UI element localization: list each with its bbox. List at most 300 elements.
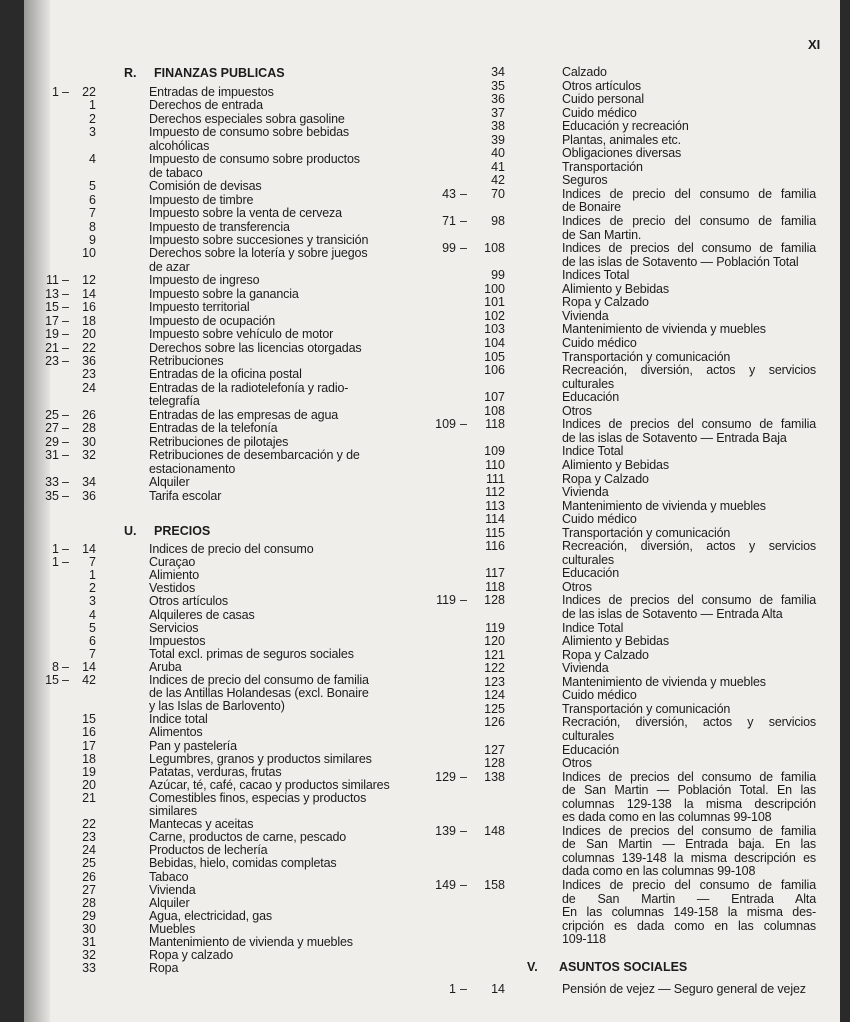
description-line: Alimiento y Bebidas [562, 457, 669, 472]
column-range-end: 36 [82, 488, 96, 503]
column-number-value: 37 [491, 105, 505, 120]
description-line: Alimiento y Bebidas [562, 634, 669, 649]
range-dash: – [62, 340, 69, 355]
description-line: 109-118 [562, 932, 606, 947]
column-number-value: 106 [484, 363, 505, 378]
column-range-end: 12 [82, 273, 96, 288]
description-line: Entradas de impuestos [149, 85, 274, 99]
description-line: Educación [562, 566, 620, 581]
description-line: Otros [562, 579, 592, 594]
column-number-value: 118 [485, 579, 505, 594]
column-number-value: 28 [82, 895, 96, 910]
column-number-value: 109 [484, 444, 505, 459]
description-line: culturales [562, 376, 614, 391]
entry-description [562, 676, 816, 690]
column-number-value: 25 [82, 856, 96, 871]
description-line: estacionamento [149, 461, 236, 476]
description-line: de azar [149, 259, 190, 274]
description-line: Impuesto de ingreso [149, 273, 260, 288]
description-line: Mantenimiento de vivienda y muebles [562, 674, 766, 689]
description-line: Productos de lechería [149, 843, 268, 858]
column-range-start: 149 [435, 878, 456, 892]
entry-description [562, 527, 816, 541]
column-range-end: 138 [484, 769, 505, 784]
description-line: Alimiento [149, 568, 200, 583]
column-number-value: 42 [491, 173, 505, 188]
entry-description [562, 66, 816, 80]
column-range-end: 158 [484, 878, 505, 892]
description-line: Servicios [149, 620, 199, 635]
description-line: Indices Total [562, 268, 630, 283]
column-number-value: 22 [82, 817, 96, 832]
range-dash: – [62, 313, 69, 328]
description-line: Impuesto sobre la venta de cerveza [149, 206, 342, 221]
range-dash: – [62, 354, 69, 368]
column-number-value: 117 [485, 566, 505, 581]
description-line: Impuesto de timbre [149, 192, 254, 207]
description-line: de San Martin — Entrada Alta [562, 891, 816, 906]
description-line: de tabaco [149, 165, 203, 180]
entry-description [149, 648, 414, 661]
entry-description [149, 355, 414, 368]
entry-description [149, 113, 414, 126]
column-number-value: 112 [485, 485, 505, 500]
entry-description [562, 703, 816, 717]
description-line: Indices de precio del consumo de familia [562, 186, 816, 201]
entry-description [562, 93, 816, 107]
description-line: Recración, diversión, actos y servicios [562, 715, 816, 730]
entry-description [149, 857, 414, 870]
range-dash: – [62, 286, 69, 301]
column-range-start: 23 [45, 354, 59, 368]
description-line: Total excl. primas de seguros sociales [149, 646, 354, 661]
column-number-value: 9 [89, 232, 96, 247]
description-line: Ropa y Calzado [562, 647, 649, 662]
column-range-start: 15 [45, 673, 59, 687]
column-number-value: 31 [82, 935, 96, 949]
column-number-value: 35 [491, 78, 505, 93]
column-number-value: 20 [82, 777, 96, 792]
range-dash: – [62, 434, 69, 449]
entry-description [562, 147, 816, 161]
entry-description [562, 269, 816, 283]
range-dash: – [62, 659, 69, 674]
column-number-value: 34 [491, 65, 505, 79]
range-dash: – [62, 273, 69, 288]
column-number-value: 38 [491, 119, 505, 134]
column-range-end: 22 [82, 340, 96, 355]
column-number-value: 99 [491, 268, 505, 283]
entry-description [562, 825, 816, 879]
entry-description [562, 567, 816, 581]
entry-description [562, 80, 816, 94]
description-line: Derechos de entrada [149, 98, 263, 113]
description-line: Entradas de la oficina postal [149, 367, 302, 382]
description-line: Educación [562, 390, 620, 405]
entry-description [149, 194, 414, 207]
range-dash: – [460, 769, 467, 784]
description-line: Indices de precios del consumo de familia [562, 241, 816, 256]
column-number-value: 101 [484, 295, 505, 310]
entry-description [149, 766, 414, 779]
entry-description [149, 674, 414, 713]
description-line: Alquileres de casas [149, 607, 255, 622]
section-letter: V. [527, 960, 538, 974]
description-line: Comisión de devisas [149, 179, 262, 194]
description-line: Vivienda [562, 308, 609, 323]
column-range-start: 33 [45, 475, 59, 490]
description-line: Curaçao [149, 555, 196, 570]
entry-description [562, 242, 816, 269]
description-line: de las islas de Sotavento — Entrada Baja [562, 430, 787, 445]
column-range-start: 21 [45, 340, 59, 355]
description-line: Otros [562, 756, 592, 771]
column-range-end: 14 [82, 659, 96, 674]
entry-description [149, 871, 414, 884]
entry-description [149, 910, 414, 923]
column-number-value: 10 [82, 246, 96, 261]
entry-description [562, 744, 816, 758]
entry-description [149, 301, 414, 314]
description-line: Ropa y Calzado [562, 295, 649, 310]
column-number-value: 40 [491, 146, 505, 161]
column-number-value: 24 [82, 843, 96, 858]
entry-description [562, 134, 816, 148]
column-range-end: 32 [82, 448, 96, 463]
column-number-value: 113 [485, 498, 505, 513]
range-dash: – [62, 488, 69, 503]
entry-description [149, 328, 414, 341]
description-line: y las Islas de Barlovento) [149, 699, 285, 714]
column-number-value: 114 [485, 512, 505, 527]
column-range-start: 13 [45, 286, 59, 301]
entry-description [562, 391, 816, 405]
description-line: Aruba [149, 659, 182, 674]
description-line: Comestibles finos, especias y productos [149, 790, 367, 805]
description-line: Indices de precio del consumo de familia [562, 214, 816, 229]
entry-description [562, 120, 816, 134]
column-number-value: 26 [82, 869, 96, 884]
range-dash: – [62, 673, 69, 687]
description-line: Indice Total [562, 444, 624, 459]
column-range-end: 16 [82, 300, 96, 315]
column-range-start: 99 [442, 241, 456, 256]
description-line: Indices de precio del consumo de familia [562, 878, 816, 892]
entry-description [149, 897, 414, 910]
column-range-end: 34 [82, 475, 96, 490]
description-line: Educación y recreación [562, 119, 689, 134]
column-range-end: 20 [82, 327, 96, 342]
range-dash: – [62, 542, 69, 556]
range-dash: – [62, 85, 69, 99]
column-number-value: 104 [484, 336, 505, 350]
column-range-start: 8 [52, 659, 59, 674]
range-dash: – [460, 214, 467, 229]
description-line: columnas 139-148 la misma descripción es [562, 850, 816, 865]
description-line: culturales [562, 728, 614, 743]
entry-description [562, 540, 816, 567]
section-heading [0, 960, 850, 974]
column-number-value: 121 [484, 647, 505, 662]
description-line: Alimentos [149, 725, 203, 740]
column-number-value: 7 [89, 206, 96, 221]
description-line: Derechos sobre las licencias otorgadas [149, 340, 362, 355]
description-line: Mantecas y aceitas [149, 817, 254, 832]
column-number-value: 17 [82, 738, 96, 753]
entry-description [149, 635, 414, 648]
entry-description [562, 500, 816, 514]
column-number-value: 30 [82, 921, 96, 936]
description-line: Impuesto de ocupación [149, 313, 276, 328]
entry-description [562, 983, 816, 996]
column-range-end: 148 [484, 823, 505, 838]
description-line: Entradas de las empresas de agua [149, 407, 339, 422]
description-line: Alquiler [149, 895, 190, 910]
column-number-value: 3 [89, 594, 96, 609]
column-range-start: 19 [45, 327, 59, 342]
entry-description [149, 740, 414, 753]
section-title: FINANZAS PUBLICAS [154, 66, 285, 80]
entry-description [149, 726, 414, 739]
column-number-value: 116 [485, 539, 505, 554]
description-line: Mantenimiento de vivienda y muebles [562, 498, 766, 513]
column-number-value: 36 [491, 92, 505, 107]
entry-description [149, 221, 414, 234]
column-number-value: 41 [491, 159, 505, 174]
description-line: Impuesto territorial [149, 300, 250, 315]
entry-description [149, 274, 414, 287]
description-line: Retribuciones de pilotajes [149, 434, 289, 449]
description-line: Retribuciones de desembarcación y de [149, 448, 360, 463]
entry-description [149, 595, 414, 608]
column-number-value: 107 [484, 390, 505, 405]
entry-description [149, 288, 414, 301]
section-title: PRECIOS [154, 524, 211, 538]
entry-description [562, 879, 816, 947]
column-number-value: 15 [82, 712, 96, 727]
column-range-end: 14 [82, 542, 96, 556]
column-range-start: 11 [46, 273, 59, 288]
range-dash: – [460, 241, 467, 256]
entry-description [149, 247, 414, 274]
description-line: Recreación, diversión, actos y servicios [562, 363, 816, 378]
entry-description [149, 153, 414, 180]
column-range-end: 36 [82, 354, 96, 368]
description-line: Indice total [149, 712, 208, 727]
entry-description [149, 779, 414, 792]
description-line: Mantenimiento de vivienda y muebles [562, 322, 766, 337]
entry-description [562, 716, 816, 743]
description-line: Indices de precios del consumo de familia [562, 769, 816, 784]
book-spine-shadow [24, 0, 50, 1022]
column-number-value: 122 [484, 661, 505, 676]
range-dash: – [460, 982, 467, 996]
column-range-end: 108 [484, 241, 505, 256]
description-line: Otros artículos [562, 78, 642, 93]
entry-description [149, 609, 414, 622]
description-line: Indice Total [562, 620, 624, 635]
column-number-value: 4 [89, 152, 96, 167]
entry-description [562, 215, 816, 242]
column-range-end: 22 [82, 85, 96, 99]
description-line: Tabaco [149, 869, 189, 884]
column-range-start: 15 [45, 300, 59, 315]
description-line: Carne, productos de carne, pescado [149, 830, 347, 845]
column-number-value: 29 [82, 908, 96, 923]
entry-description [562, 757, 816, 771]
column-range-end: 18 [82, 313, 96, 328]
description-line: Otros artículos [149, 594, 229, 609]
description-line: Indices de precio del consumo [149, 542, 314, 556]
description-line: Impuesto sobre la ganancia [149, 286, 299, 301]
description-line: Vestidos [149, 581, 196, 596]
column-range-start: 17 [45, 313, 59, 328]
description-line: Calzado [562, 65, 607, 79]
description-line: es dada como en las columnas 99-108 [562, 810, 772, 825]
entry-description [149, 234, 414, 247]
column-range-start: 25 [45, 407, 59, 422]
column-range-start: 1 [449, 982, 456, 996]
column-range-end: 26 [82, 407, 96, 422]
column-number-value: 7 [89, 646, 96, 661]
column-range-end: 30 [82, 434, 96, 449]
description-line: Impuesto sobre vehículo de motor [149, 327, 334, 342]
entry-description [562, 310, 816, 324]
entry-description [149, 409, 414, 422]
entry-description [149, 315, 414, 328]
entry-description [562, 174, 816, 188]
section-letter: U. [124, 524, 137, 538]
column-number-value: 18 [82, 751, 96, 766]
description-line: Derechos especiales sobra gasoline [149, 111, 345, 126]
section-letter: R. [124, 66, 137, 80]
column-number-value: 4 [89, 607, 96, 622]
entry-description [562, 323, 816, 337]
column-number-value: 127 [484, 742, 505, 757]
range-dash: – [460, 593, 467, 608]
entry-description [149, 476, 414, 489]
column-range-end: 70 [491, 186, 505, 201]
description-line: Obligaciones diversas [562, 146, 682, 161]
description-line: de las Antillas Holandesas (excl. Bonaire [149, 686, 369, 701]
description-line: culturales [562, 552, 614, 567]
column-number-value: 27 [82, 882, 96, 897]
description-line: Cuido médico [562, 105, 637, 120]
entry-description [562, 418, 816, 445]
description-line: Plantas, animales etc. [562, 132, 681, 147]
column-number-value: 105 [484, 349, 505, 364]
column-range-start: 31 [45, 448, 59, 463]
column-number-value: 102 [484, 308, 505, 323]
range-dash: – [62, 475, 69, 490]
description-line: Derechos sobre la lotería y sobre juegos [149, 246, 368, 261]
entry-description [562, 445, 816, 459]
description-line: de San Martin — Entrada baja. En las [562, 837, 816, 852]
entry-description [562, 161, 816, 175]
description-line: similares [149, 803, 197, 818]
range-dash: – [62, 327, 69, 342]
description-line: Impuesto sobre succesiones y transición [149, 232, 369, 247]
entry-description [149, 449, 414, 476]
column-number-value: 3 [89, 125, 96, 140]
column-number-value: 1 [89, 98, 96, 113]
entry-description [149, 382, 414, 409]
column-range-end: 28 [82, 421, 96, 436]
entry-description [562, 649, 816, 663]
column-number-value: 124 [484, 688, 505, 703]
description-line: de las islas de Sotavento — Entrada Alta [562, 606, 783, 621]
column-range-start: 129 [435, 769, 456, 784]
column-number-value: 126 [484, 715, 505, 730]
description-line: de San Martin — Población Total. En las [562, 783, 816, 798]
entry-description [562, 351, 816, 365]
description-line: Alquiler [149, 475, 190, 490]
description-line: Transportación [562, 159, 643, 174]
entry-description [149, 99, 414, 112]
description-line: Pan y pastelería [149, 738, 237, 753]
column-range-start: 119 [436, 593, 456, 608]
column-number-value: 24 [82, 380, 96, 395]
column-number-value: 123 [484, 674, 505, 689]
column-number-value: 19 [82, 764, 96, 779]
column-range-start: 27 [45, 421, 59, 436]
column-range-start: 1 [52, 555, 59, 570]
description-line: Educación [562, 742, 620, 757]
description-line: Impuesto de consumo sobre productos [149, 152, 360, 167]
entry-description [149, 792, 414, 818]
entry-description [562, 689, 816, 703]
column-number-value: 128 [484, 756, 505, 771]
description-line: Vivienda [562, 661, 609, 676]
entry-description [562, 364, 816, 391]
column-range-start: 139 [435, 823, 456, 838]
entry-description [149, 490, 414, 503]
description-line: En las columnas 149-158 la misma des- [562, 905, 816, 920]
description-line: Patatas, verduras, frutas [149, 764, 282, 779]
column-number-value: 32 [82, 948, 96, 963]
description-line: de las islas de Sotavento — Población Total [562, 254, 799, 269]
description-line: Impuestos [149, 633, 206, 648]
column-number-value: 119 [485, 620, 505, 635]
entry-description [149, 180, 414, 193]
entry-description [562, 107, 816, 121]
range-dash: – [62, 300, 69, 315]
column-range-start: 29 [45, 434, 59, 449]
column-range-end: 14 [82, 286, 96, 301]
entry-description [562, 662, 816, 676]
description-line: Muebles [149, 921, 196, 936]
column-number-value: 110 [485, 457, 505, 472]
description-line: de Bonaire [562, 200, 621, 215]
column-number-value: 5 [89, 620, 96, 635]
description-line: Bebidas, hielo, comidas completas [149, 856, 337, 871]
entry-description [562, 635, 816, 649]
column-number-value: 23 [82, 367, 96, 382]
description-line: Mantenimiento de vivienda y muebles [149, 935, 353, 949]
column-number-value: 8 [89, 219, 96, 234]
column-range-start: 1 [52, 85, 59, 99]
description-line: Ropa y calzado [149, 948, 234, 963]
description-line: Otros [562, 403, 592, 418]
description-line: columnas 129-138 la misma descripción [562, 796, 816, 811]
column-number-value: 115 [485, 525, 505, 540]
section-title: ASUNTOS SOCIALES [559, 960, 688, 974]
column-range-end: 118 [485, 417, 505, 432]
description-line: Cuido personal [562, 92, 644, 107]
description-line: Retribuciones [149, 354, 224, 368]
description-line: Cuido médico [562, 336, 637, 350]
column-range-end: 98 [491, 214, 505, 229]
